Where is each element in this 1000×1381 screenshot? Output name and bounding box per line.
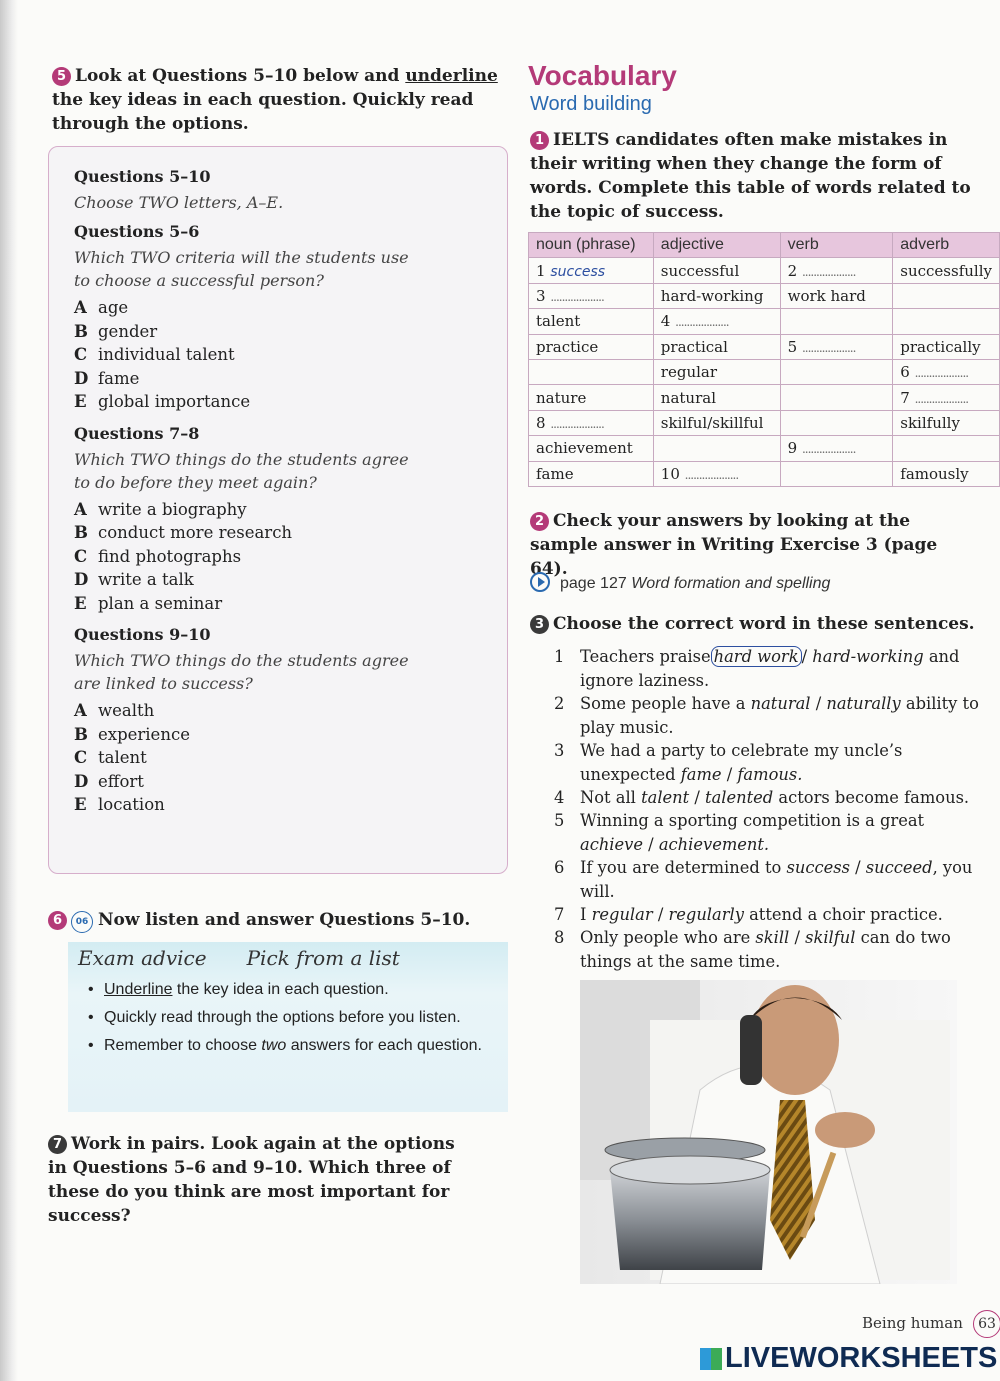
arrow-right-icon	[530, 572, 550, 592]
option-item: A age	[74, 298, 129, 317]
options-list	[74, 296, 507, 414]
page-number: 63	[973, 1310, 1000, 1338]
group-heading: Questions 7–8	[74, 423, 200, 443]
table-row	[529, 334, 1000, 359]
option-item: D fame	[74, 368, 140, 388]
table-cell	[893, 309, 1000, 334]
word-building-table	[528, 232, 1000, 487]
option-item: E plan a seminar	[74, 593, 223, 613]
table-cell[interactable]: 3 ...................	[529, 283, 654, 308]
table-cell	[780, 461, 893, 486]
sentence-item: 1 Teachers praise hard work / hard-working and ignore laziness.	[554, 647, 960, 690]
answer-blank[interactable]: ...................	[801, 264, 856, 279]
group-question: Which TWO things do the students agree to do before they meet again?	[74, 449, 409, 492]
table-row	[529, 461, 1000, 486]
table-row	[529, 385, 1000, 410]
answer-blank[interactable]: ...................	[914, 366, 969, 381]
brand-logo: LIVEWORKSHEETS	[700, 1342, 997, 1375]
col-header: verb	[780, 233, 893, 258]
exercise-1-instruction: 1 IELTS candidates often make mistakes in their writing when they change the form of words. Complete this table of words related to the topic of success.	[530, 130, 971, 222]
word-option-a[interactable]: talent	[641, 788, 690, 807]
table-cell: successfully	[893, 258, 1000, 283]
table-row	[529, 309, 1000, 334]
word-option-b[interactable]: naturally	[826, 694, 901, 713]
table-cell[interactable]: 8 ...................	[529, 410, 654, 435]
sentence-item: 3 We had a party to celebrate my uncle’s unexpected fame / famous.	[554, 741, 903, 784]
table-cell[interactable]: 4 ...................	[653, 309, 780, 334]
option-item: A write a biography	[74, 499, 247, 519]
group-question: Which TWO things do the students agree are linked to success?	[74, 651, 409, 693]
word-option-a[interactable]: fame	[680, 764, 722, 784]
exercise-7-instruction: 7 Work in pairs. Look again at the options in Questions 5–6 and 9–10. Which three of these do you think are most important for success?	[48, 1134, 455, 1226]
man-cooking-photo	[580, 980, 957, 1284]
table-row	[529, 283, 1000, 308]
questions-instruction: Choose TWO letters, A–E.	[74, 193, 284, 212]
col-header: noun (phrase)	[529, 233, 654, 258]
exercise-6-instruction: 6 06 Now listen and answer Questions 5–10.	[48, 908, 508, 933]
word-option-b[interactable]: famous.	[737, 764, 803, 784]
table-cell: work hard	[780, 283, 893, 308]
word-option-a[interactable]: skill	[755, 928, 790, 947]
table-cell: practically	[893, 334, 1000, 359]
sentence-item: 6 If you are determined to success / succeed, you will.	[554, 858, 973, 901]
table-cell: skilfully	[893, 410, 1000, 435]
sentence-item: 5 Winning a sporting competition is a great achieve / achievement.	[554, 811, 925, 854]
word-option-b[interactable]: hard-working	[812, 647, 924, 666]
table-row	[529, 410, 1000, 435]
table-cell[interactable]: 6 ...................	[893, 359, 1000, 384]
grammar-reference-link[interactable]: page 127 Word formation and spelling	[530, 572, 830, 593]
table-row	[529, 359, 1000, 384]
exercise-3-instruction: 3 Choose the correct word in these sentences.	[530, 612, 975, 636]
table-cell[interactable]: 2 ...................	[780, 258, 893, 283]
word-option-b[interactable]: regularly	[668, 905, 744, 924]
sentence-item: 4 Not all talent / talented actors become famous.	[554, 788, 970, 807]
table-cell: natural	[653, 385, 780, 410]
option-item: A wealth	[74, 701, 155, 720]
word-option-a[interactable]: hard work	[711, 646, 802, 667]
exercise-number: 5	[52, 67, 71, 86]
answer-blank[interactable]: ...................	[550, 289, 604, 304]
option-item: E location	[74, 795, 165, 814]
table-cell[interactable]: 10 ...................	[653, 461, 780, 486]
answer-blank[interactable]: ...................	[801, 340, 856, 355]
table-cell[interactable]: 5 ...................	[780, 334, 893, 359]
option-item: B conduct more research	[74, 523, 293, 542]
word-option-b[interactable]: succeed	[865, 858, 933, 877]
word-option-a[interactable]: success	[786, 858, 850, 877]
table-cell: successful	[653, 258, 780, 283]
table-cell	[893, 436, 1000, 461]
word-option-a[interactable]: achieve	[580, 834, 643, 854]
col-header: adjective	[653, 233, 780, 258]
page-gutter-shadow	[0, 0, 18, 1381]
table-cell: hard-working	[653, 283, 780, 308]
option-item: D effort	[74, 771, 144, 791]
exercise-2-instruction: 2 Check your answers by looking at the sample answer in Writing Exercise 3 (page 64).	[530, 511, 938, 579]
table-cell	[893, 283, 1000, 308]
word-option-b[interactable]: talented	[705, 788, 774, 807]
sentence-item: 8 Only people who are skill / skilful can do two things at the same time.	[554, 928, 951, 971]
group-question: Which TWO criteria will the students use to choose a successful person?	[74, 248, 409, 290]
table-cell[interactable]: 9 ...................	[780, 436, 893, 461]
options-list	[74, 699, 507, 817]
table-cell[interactable]: 7 ...................	[893, 385, 1000, 410]
table-cell: famously	[893, 461, 1000, 486]
answer-blank[interactable]: ...................	[684, 467, 739, 482]
table-cell: practical	[653, 334, 780, 359]
questions-heading: Questions 5–10	[74, 167, 211, 186]
answer-blank[interactable]: ...................	[914, 391, 969, 406]
table-cell	[653, 436, 780, 461]
advice-bullets: • Underline the key idea in each question. • Quickly read through the options before you listen. • Remember to choose two answers for each question.	[82, 978, 492, 1062]
section-subtitle: Word building	[530, 93, 652, 115]
table-row	[529, 436, 1000, 461]
sentence-item: 7 I regular / regularly attend a choir practice.	[554, 905, 943, 924]
table-cell: nature	[529, 385, 654, 410]
options-list	[74, 498, 507, 616]
option-item: D write a talk	[74, 570, 194, 589]
option-item: C find photographs	[74, 546, 242, 566]
table-row	[529, 258, 1000, 283]
table-cell: skilful/skillful	[653, 410, 780, 435]
table-cell: regular	[653, 359, 780, 384]
liveworksheets-logo-icon	[700, 1348, 722, 1370]
audio-track-icon[interactable]: 06	[71, 911, 93, 933]
answer-blank[interactable]: ...................	[550, 416, 604, 431]
word-option-b[interactable]: skilful	[805, 928, 856, 947]
group-heading: Questions 5–6	[74, 222, 200, 241]
group-heading: Questions 9–10	[74, 625, 211, 644]
word-option-b[interactable]: achievement.	[658, 834, 770, 854]
table-cell: talent	[529, 309, 654, 334]
option-item: B gender	[74, 321, 158, 341]
table-cell	[780, 385, 893, 410]
table-cell	[780, 359, 893, 384]
sentence-item: 2 Some people have a natural / naturally ability to play music.	[554, 694, 979, 737]
table-cell	[780, 410, 893, 435]
table-cell: practice	[529, 334, 654, 359]
option-item: B experience	[74, 724, 190, 744]
handwritten-answer: success	[550, 263, 606, 280]
advice-title: Exam advice Pick from a list	[78, 946, 400, 970]
table-cell	[529, 359, 654, 384]
exercise-5-instruction: 5 Look at Questions 5–10 below and underline the key ideas in each question. Quickly read through the options.	[52, 66, 498, 134]
col-header: adverb	[893, 233, 1000, 258]
questions-box	[48, 146, 508, 874]
table-cell	[780, 309, 893, 334]
footer-section-label: Being human	[862, 1314, 963, 1332]
option-item: E global importance	[74, 392, 251, 411]
table-cell: fame	[529, 461, 654, 486]
word-option-a[interactable]: regular	[591, 905, 653, 924]
answer-blank[interactable]: ...................	[675, 315, 729, 330]
table-cell: achievement	[529, 436, 654, 461]
section-title: Vocabulary	[528, 60, 677, 91]
option-item: C individual talent	[74, 345, 235, 364]
option-item: C talent	[74, 748, 147, 767]
exam-advice-box	[68, 942, 508, 1112]
word-option-a[interactable]: natural	[750, 694, 811, 713]
answer-blank[interactable]: ...................	[801, 442, 856, 457]
table-cell[interactable]: 1 success	[529, 258, 654, 283]
